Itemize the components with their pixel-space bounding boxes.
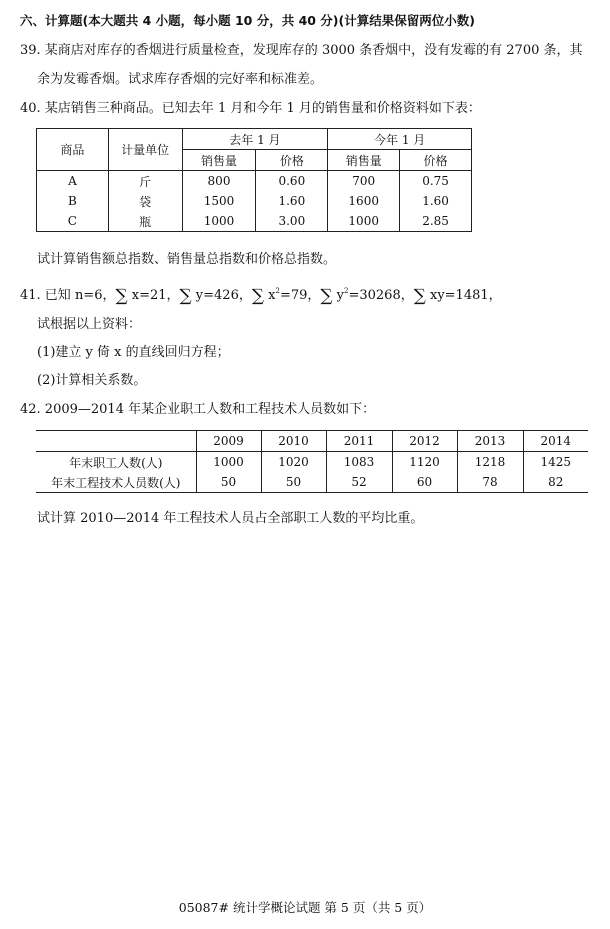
q41-sum-y2-base: y <box>332 288 344 303</box>
q41-sum-y2-value: =30268， <box>348 288 414 303</box>
q40-cell-product: A <box>37 171 109 192</box>
q40-table <box>36 128 472 232</box>
q40-cell-qty-this: 1600 <box>328 191 400 211</box>
q40-header-qty-this: 销售量 <box>328 150 400 171</box>
q41-sum-x: x=21， <box>127 288 180 303</box>
q40-header-price-this: 价格 <box>400 150 472 171</box>
q42-corner-cell <box>36 431 196 452</box>
q42-year: 2013 <box>457 431 523 452</box>
q40-cell-price-this: 2.85 <box>400 211 472 232</box>
table-row <box>36 431 588 452</box>
q40-header-this-year: 今年 1 月 <box>328 129 472 150</box>
q42-cell: 60 <box>392 472 457 493</box>
q40-header-unit: 计量单位 <box>108 129 182 171</box>
q41-part1: (1)建立 y 倚 x 的直线回归方程； <box>37 345 230 360</box>
q41-givens <box>20 282 502 305</box>
q40-header-product: 商品 <box>37 129 109 171</box>
q42-row-label: 年末职工人数(人) <box>69 455 163 470</box>
table-row <box>37 211 472 232</box>
q42-cell: 1425 <box>523 452 588 473</box>
q41-num: 41. 已知 n=6， <box>20 288 116 303</box>
table-row <box>36 452 588 473</box>
q42-cell: 1000 <box>196 452 261 473</box>
q42-cell: 50 <box>261 472 326 493</box>
section-title: 六、计算题(本大题共 4 小题，每小题 10 分，共 40 分)(计算结果保留两位小数) <box>20 13 475 28</box>
page-footer: 05087# 统计学概论试题 第 5 页（共 5 页） <box>178 900 432 915</box>
table-row <box>37 171 472 192</box>
q40-cell-price-this: 1.60 <box>400 191 472 211</box>
sum-symbol: ∑ <box>115 286 128 306</box>
q40-cell-unit: 袋 <box>108 191 182 211</box>
q40-header-last-year: 去年 1 月 <box>182 129 328 150</box>
sum-symbol: ∑ <box>179 286 192 306</box>
q40-cell-product: C <box>37 211 109 232</box>
sum-symbol: ∑ <box>413 286 426 306</box>
sum-symbol: ∑ <box>251 286 264 306</box>
q39-line2: 余为发霉香烟。试求库存香烟的完好率和标准差。 <box>37 72 324 87</box>
q41-sum-y: y=426， <box>191 288 252 303</box>
q41-sum-x2-value: =79， <box>279 288 321 303</box>
q41-sum-xy: xy=1481， <box>425 288 502 303</box>
table-row <box>36 472 588 493</box>
q40-cell-qty-last: 1000 <box>182 211 256 232</box>
q42-cell: 1218 <box>457 452 523 473</box>
q42-cell: 78 <box>457 472 523 493</box>
q39-line1: 39. 某商店对库存的香烟进行质量检查，发现库存的 3000 条香烟中，没有发霉的有 2700 条，其 <box>20 43 583 58</box>
q40-cell-price-last: 0.60 <box>256 171 328 192</box>
q41-superscript: 2 <box>275 287 280 295</box>
q40-cell-qty-last: 1500 <box>182 191 256 211</box>
q40-cell-product: B <box>37 191 109 211</box>
q40-cell-qty-last: 800 <box>182 171 256 192</box>
q42-year: 2014 <box>523 431 588 452</box>
q42-year: 2011 <box>326 431 392 452</box>
q42-cell: 52 <box>326 472 392 493</box>
q42-cell: 1083 <box>326 452 392 473</box>
q42-cell: 82 <box>523 472 588 493</box>
q40-cell-price-last: 3.00 <box>256 211 328 232</box>
q40-cell-price-last: 1.60 <box>256 191 328 211</box>
q42-intro: 42. 2009—2014 年某企业职工人数和工程技术人员数如下： <box>20 402 376 417</box>
q42-year: 2012 <box>392 431 457 452</box>
q42-cell: 1020 <box>261 452 326 473</box>
q42-cell: 50 <box>196 472 261 493</box>
q40-cell-price-this: 0.75 <box>400 171 472 192</box>
table-row <box>37 191 472 211</box>
sum-symbol: ∑ <box>320 286 333 306</box>
q40-cell-qty-this: 700 <box>328 171 400 192</box>
q40-intro: 40. 某店销售三种商品。已知去年 1 月和今年 1 月的销售量和价格资料如下表： <box>20 101 481 116</box>
q42-cell: 1120 <box>392 452 457 473</box>
q42-table <box>36 430 588 493</box>
q41-sum-x2-base: x <box>264 288 276 303</box>
q42-row-label: 年末工程技术人员数(人) <box>51 475 181 490</box>
q42-question: 试计算 2010—2014 年工程技术人员占全部职工人数的平均比重。 <box>37 511 424 526</box>
q40-cell-qty-this: 1000 <box>328 211 400 232</box>
q40-header-price-last: 价格 <box>256 150 328 171</box>
q42-year: 2009 <box>196 431 261 452</box>
q40-question: 试计算销售额总指数、销售量总指数和价格总指数。 <box>37 252 337 267</box>
q40-cell-unit: 斤 <box>108 171 182 192</box>
q40-cell-unit: 瓶 <box>108 211 182 232</box>
q42-year: 2010 <box>261 431 326 452</box>
q40-header-qty-last: 销售量 <box>182 150 256 171</box>
q41-lead: 试根据以上资料： <box>37 317 142 332</box>
q41-superscript: 2 <box>344 287 349 295</box>
q41-part2: (2)计算相关系数。 <box>37 373 147 388</box>
